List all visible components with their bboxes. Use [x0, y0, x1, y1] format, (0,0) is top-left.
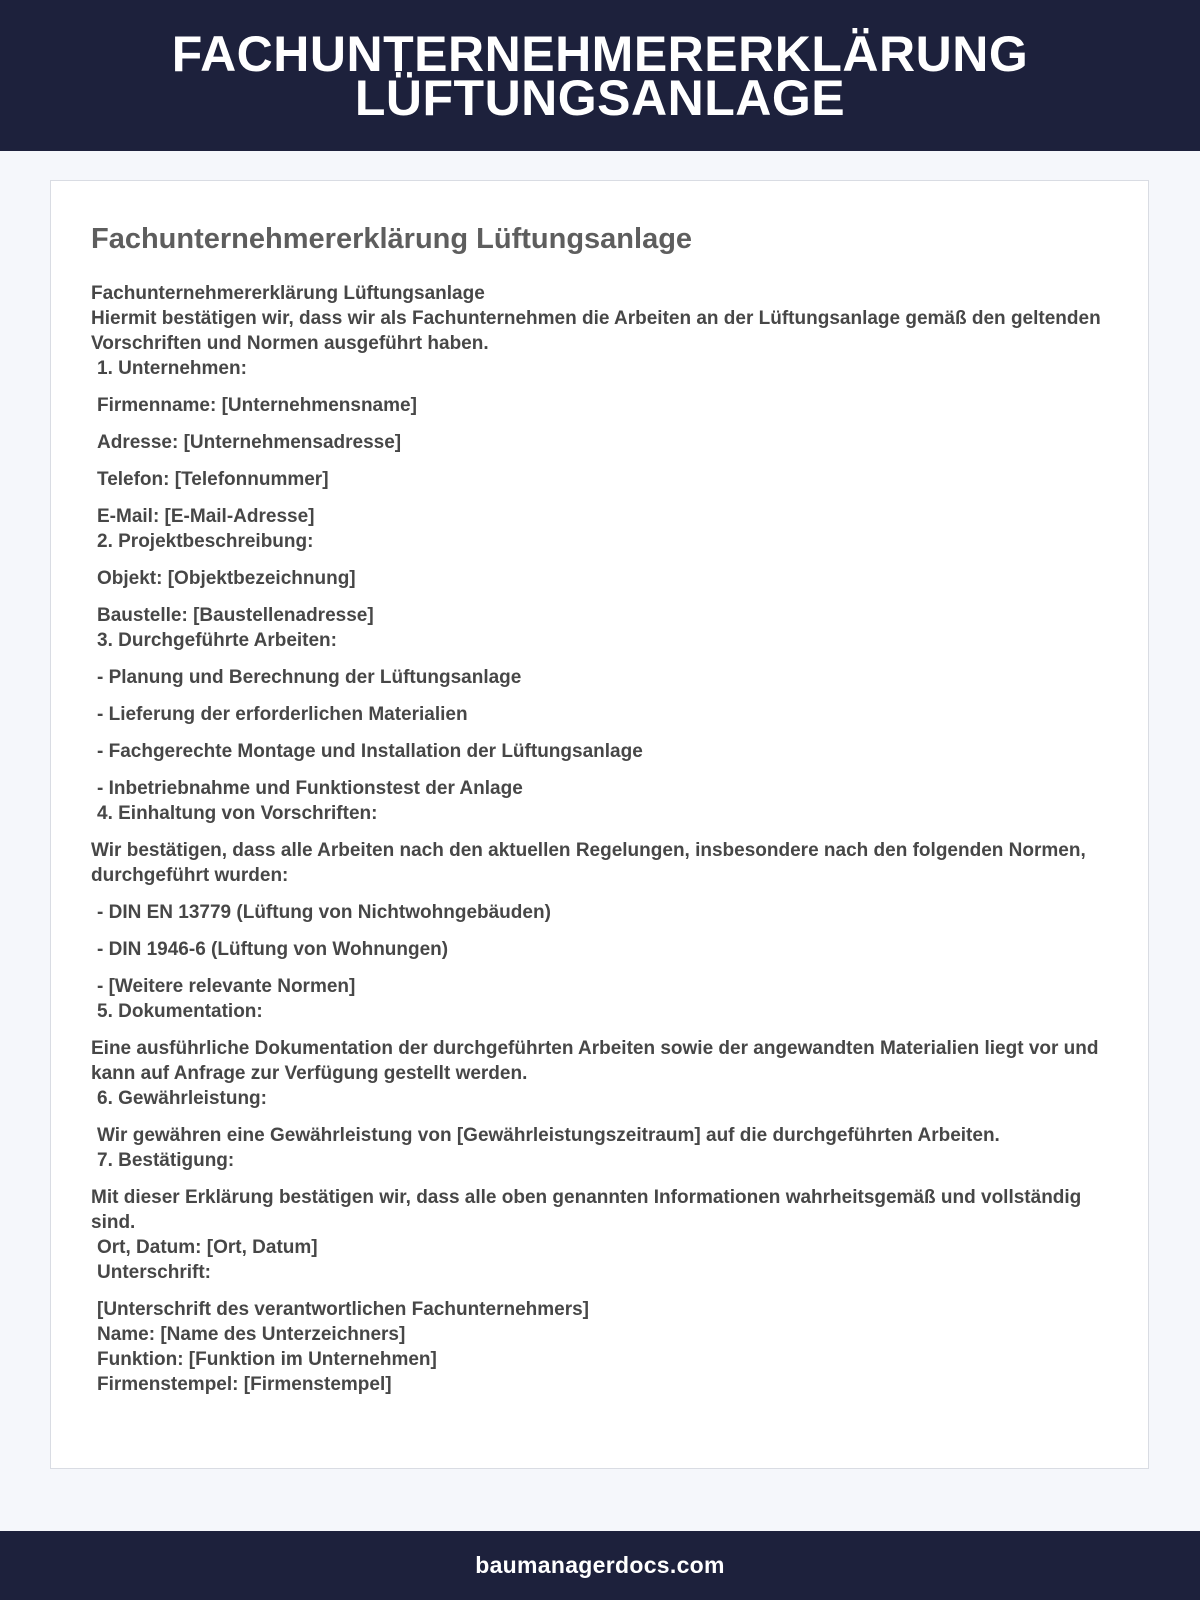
- field-funktion: Funktion: [Funktion im Unternehmen]: [97, 1349, 437, 1370]
- section-1-heading: 1. Unternehmen:: [97, 358, 247, 379]
- field-name: Name: [Name des Unterzeichners]: [97, 1324, 406, 1345]
- list-item: - Inbetriebnahme und Funktionstest der Anlage: [97, 778, 523, 799]
- top-banner: [0, 0, 1200, 151]
- section-5-text: Eine ausführliche Dokumentation der durchgeführten Arbeiten sowie der angewandten Materialien liegt vor und kann auf Anfrage zur Verfügung gestellt werden.: [91, 1038, 1099, 1084]
- footer-bar: [0, 1531, 1200, 1600]
- banner-title-line-1: FACHUNTERNEHMERERKLÄRUNG: [171, 25, 1029, 82]
- section-4-text: Wir bestätigen, dass alle Arbeiten nach den aktuellen Regelungen, insbesondere nach den folgenden Normen, durchgeführt wurden:: [91, 840, 1086, 886]
- field-firmenname: Firmenname: [Unternehmensname]: [97, 395, 417, 416]
- field-objekt: Objekt: [Objektbezeichnung]: [97, 568, 356, 589]
- section-6-text: Wir gewähren eine Gewährleistung von [Gewährleistungszeitraum] auf die durchgeführten Arbeiten.: [97, 1125, 1000, 1146]
- document-body: [91, 281, 1101, 1397]
- section-5-heading: 5. Dokumentation:: [97, 1001, 263, 1022]
- field-firmenstempel: Firmenstempel: [Firmenstempel]: [97, 1374, 392, 1395]
- section-4-heading: 4. Einhaltung von Vorschriften:: [97, 803, 378, 824]
- field-telefon: Telefon: [Telefonnummer]: [97, 469, 329, 490]
- footer-site-link[interactable]: baumanagerdocs.com: [475, 1552, 725, 1578]
- section-3-heading: 3. Durchgeführte Arbeiten:: [97, 630, 337, 651]
- field-adresse: Adresse: [Unternehmensadresse]: [97, 432, 402, 453]
- list-item: - DIN EN 13779 (Lüftung von Nichtwohngebäuden): [97, 902, 551, 923]
- section-7-text: Mit dieser Erklärung bestätigen wir, dass alle oben genannten Informationen wahrheitsgemäß und vollständig sind.: [91, 1187, 1082, 1233]
- section-2-heading: 2. Projektbeschreibung:: [97, 531, 314, 552]
- list-item: - Planung und Berechnung der Lüftungsanlage: [97, 667, 522, 688]
- intro-title: Fachunternehmererklärung Lüftungsanlage: [91, 283, 485, 304]
- section-6-heading: 6. Gewährleistung:: [97, 1088, 267, 1109]
- banner-title-line-2: LÜFTUNGSANLAGE: [354, 69, 846, 126]
- list-item: - [Weitere relevante Normen]: [97, 976, 356, 997]
- section-7-heading: 7. Bestätigung:: [97, 1150, 235, 1171]
- field-ort-datum: Ort, Datum: [Ort, Datum]: [97, 1237, 318, 1258]
- intro-text: Hiermit bestätigen wir, dass wir als Fachunternehmen die Arbeiten an der Lüftungsanlage gemäß den geltenden Vorschriften und Normen ausgeführt haben.: [91, 308, 1101, 354]
- list-item: - Fachgerechte Montage und Installation der Lüftungsanlage: [97, 741, 643, 762]
- document-heading: Fachunternehmererklärung Lüftungsanlage: [91, 223, 693, 255]
- field-baustelle: Baustelle: [Baustellenadresse]: [97, 605, 374, 626]
- field-unterschrift-value: [Unterschrift des verantwortlichen Fachunternehmers]: [97, 1299, 589, 1320]
- list-item: - DIN 1946-6 (Lüftung von Wohnungen): [97, 939, 449, 960]
- document-card: [50, 180, 1149, 1469]
- field-unterschrift-label: Unterschrift:: [97, 1262, 212, 1283]
- field-email: E-Mail: [E-Mail-Adresse]: [97, 506, 315, 527]
- list-item: - Lieferung der erforderlichen Materialien: [97, 704, 468, 725]
